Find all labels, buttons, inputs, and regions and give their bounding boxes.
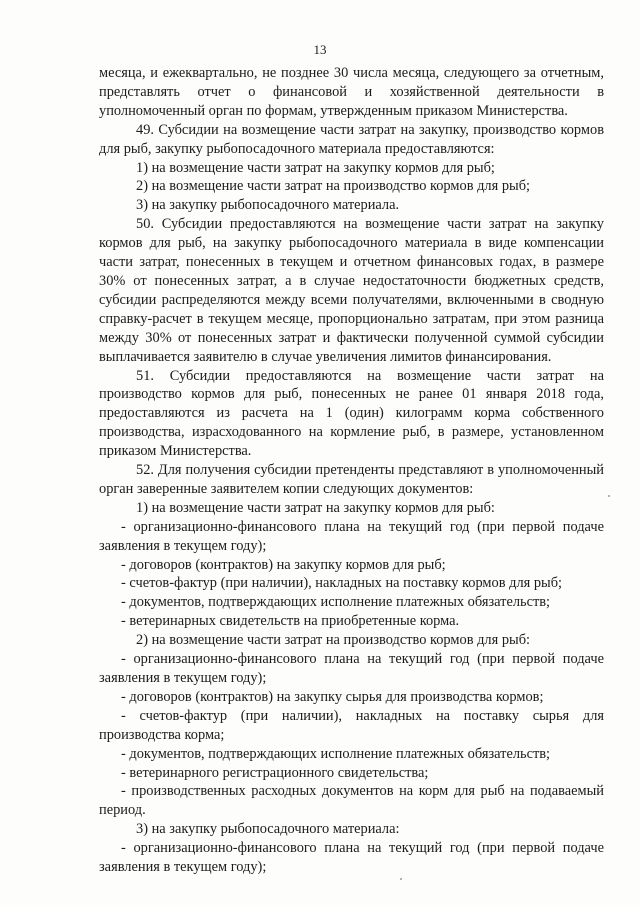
paragraph-49: 49. Субсидии на возмещение части затрат на закупку, производство кормов для рыб, закупку рыбопосадочного материала предоставляются: xyxy=(99,121,604,157)
dash-item: - организационно-финансового плана на текущий год (при первой подаче заявления в текущем году); xyxy=(99,840,604,876)
list-item: 2) на возмещение части затрат на производство кормов для рыб: xyxy=(136,632,531,649)
list-item: 3) на закупку рыбопосадочного материала: xyxy=(136,821,400,838)
dash-item: - счетов-фактур (при наличии), накладных на поставку кормов для рыб; xyxy=(121,575,563,592)
page-number: 13 xyxy=(313,42,327,57)
list-item: 1) на возмещение части затрат на закупку кормов для рыб; xyxy=(136,159,495,176)
dash-item: - документов, подтверждающих исполнение платежных обязательств; xyxy=(121,745,551,762)
list-item: 1) на возмещение части затрат на закупку кормов для рыб: xyxy=(136,499,495,516)
dash-item: - счетов-фактур (при наличии), накладных на поставку сырья для производства корма; xyxy=(99,707,604,743)
scan-speck xyxy=(400,878,402,880)
list-item: 3) на закупку рыбопосадочного материала. xyxy=(136,197,400,214)
paragraph-continuation: месяца, и ежеквартально, не позднее 30 числа месяца, следующего за отчетным, представлять отчет о финансовой и хозяйственной деятельности в уполномоченный орган по формам, утвержденным приказом Министерства. xyxy=(99,65,604,119)
paragraph-52: 52. Для получения субсидии претенденты представляют в уполномоченный орган заверенные заявителем копии следующих документов: xyxy=(99,462,604,497)
dash-item: - производственных расходных документов на корм для рыб на подаваемый период. xyxy=(99,783,604,819)
document-body xyxy=(99,64,604,877)
paragraph-51: 51. Субсидии предоставляются на возмещение части затрат на производство кормов для рыб, понесенных не ранее 01 января 2018 года, предоставляются из расчета на 1 (один) килограмм корма собственного производства, израсходованного на кормление рыб, в размере, установленном приказом Министерства. xyxy=(99,367,604,460)
list-item: 2) на возмещение части затрат на производство кормов для рыб; xyxy=(136,178,531,195)
paragraph-50: 50. Субсидии предоставляются на возмещение части затрат на закупку кормов для рыб, на закупку рыбопосадочного материала в виде компенсации части затрат, понесенных в текущем и отчетном финансовых годах, в размере 30% от понесенных затрат, а в случае недостаточности бюджетных средств, субсидии распределяются между всеми получателями, включенными в сводную справку-расчет в текущем месяце, пропорционально затратам, при этом разница между 30% от понесенных затрат и фактически полученной суммой субсидии выплачивается заявителю в случае увеличения лимитов финансирования. xyxy=(99,216,604,365)
scan-speck xyxy=(608,495,610,497)
dash-item: - договоров (контрактов) на закупку кормов для рыб; xyxy=(121,556,446,573)
dash-item: - ветеринарных свидетельств на приобретенные корма. xyxy=(121,613,460,630)
dash-item: - организационно-финансового плана на текущий год (при первой подаче заявления в текущем году); xyxy=(99,651,604,686)
dash-item: - ветеринарного регистрационного свидетельства; xyxy=(121,764,429,781)
dash-item: - договоров (контрактов) на закупку сырья для производства кормов; xyxy=(121,688,544,705)
dash-item: - документов, подтверждающих исполнение платежных обязательств; xyxy=(121,594,551,611)
dash-item: - организационно-финансового плана на текущий год (при первой подаче заявления в текущем году); xyxy=(99,518,604,554)
